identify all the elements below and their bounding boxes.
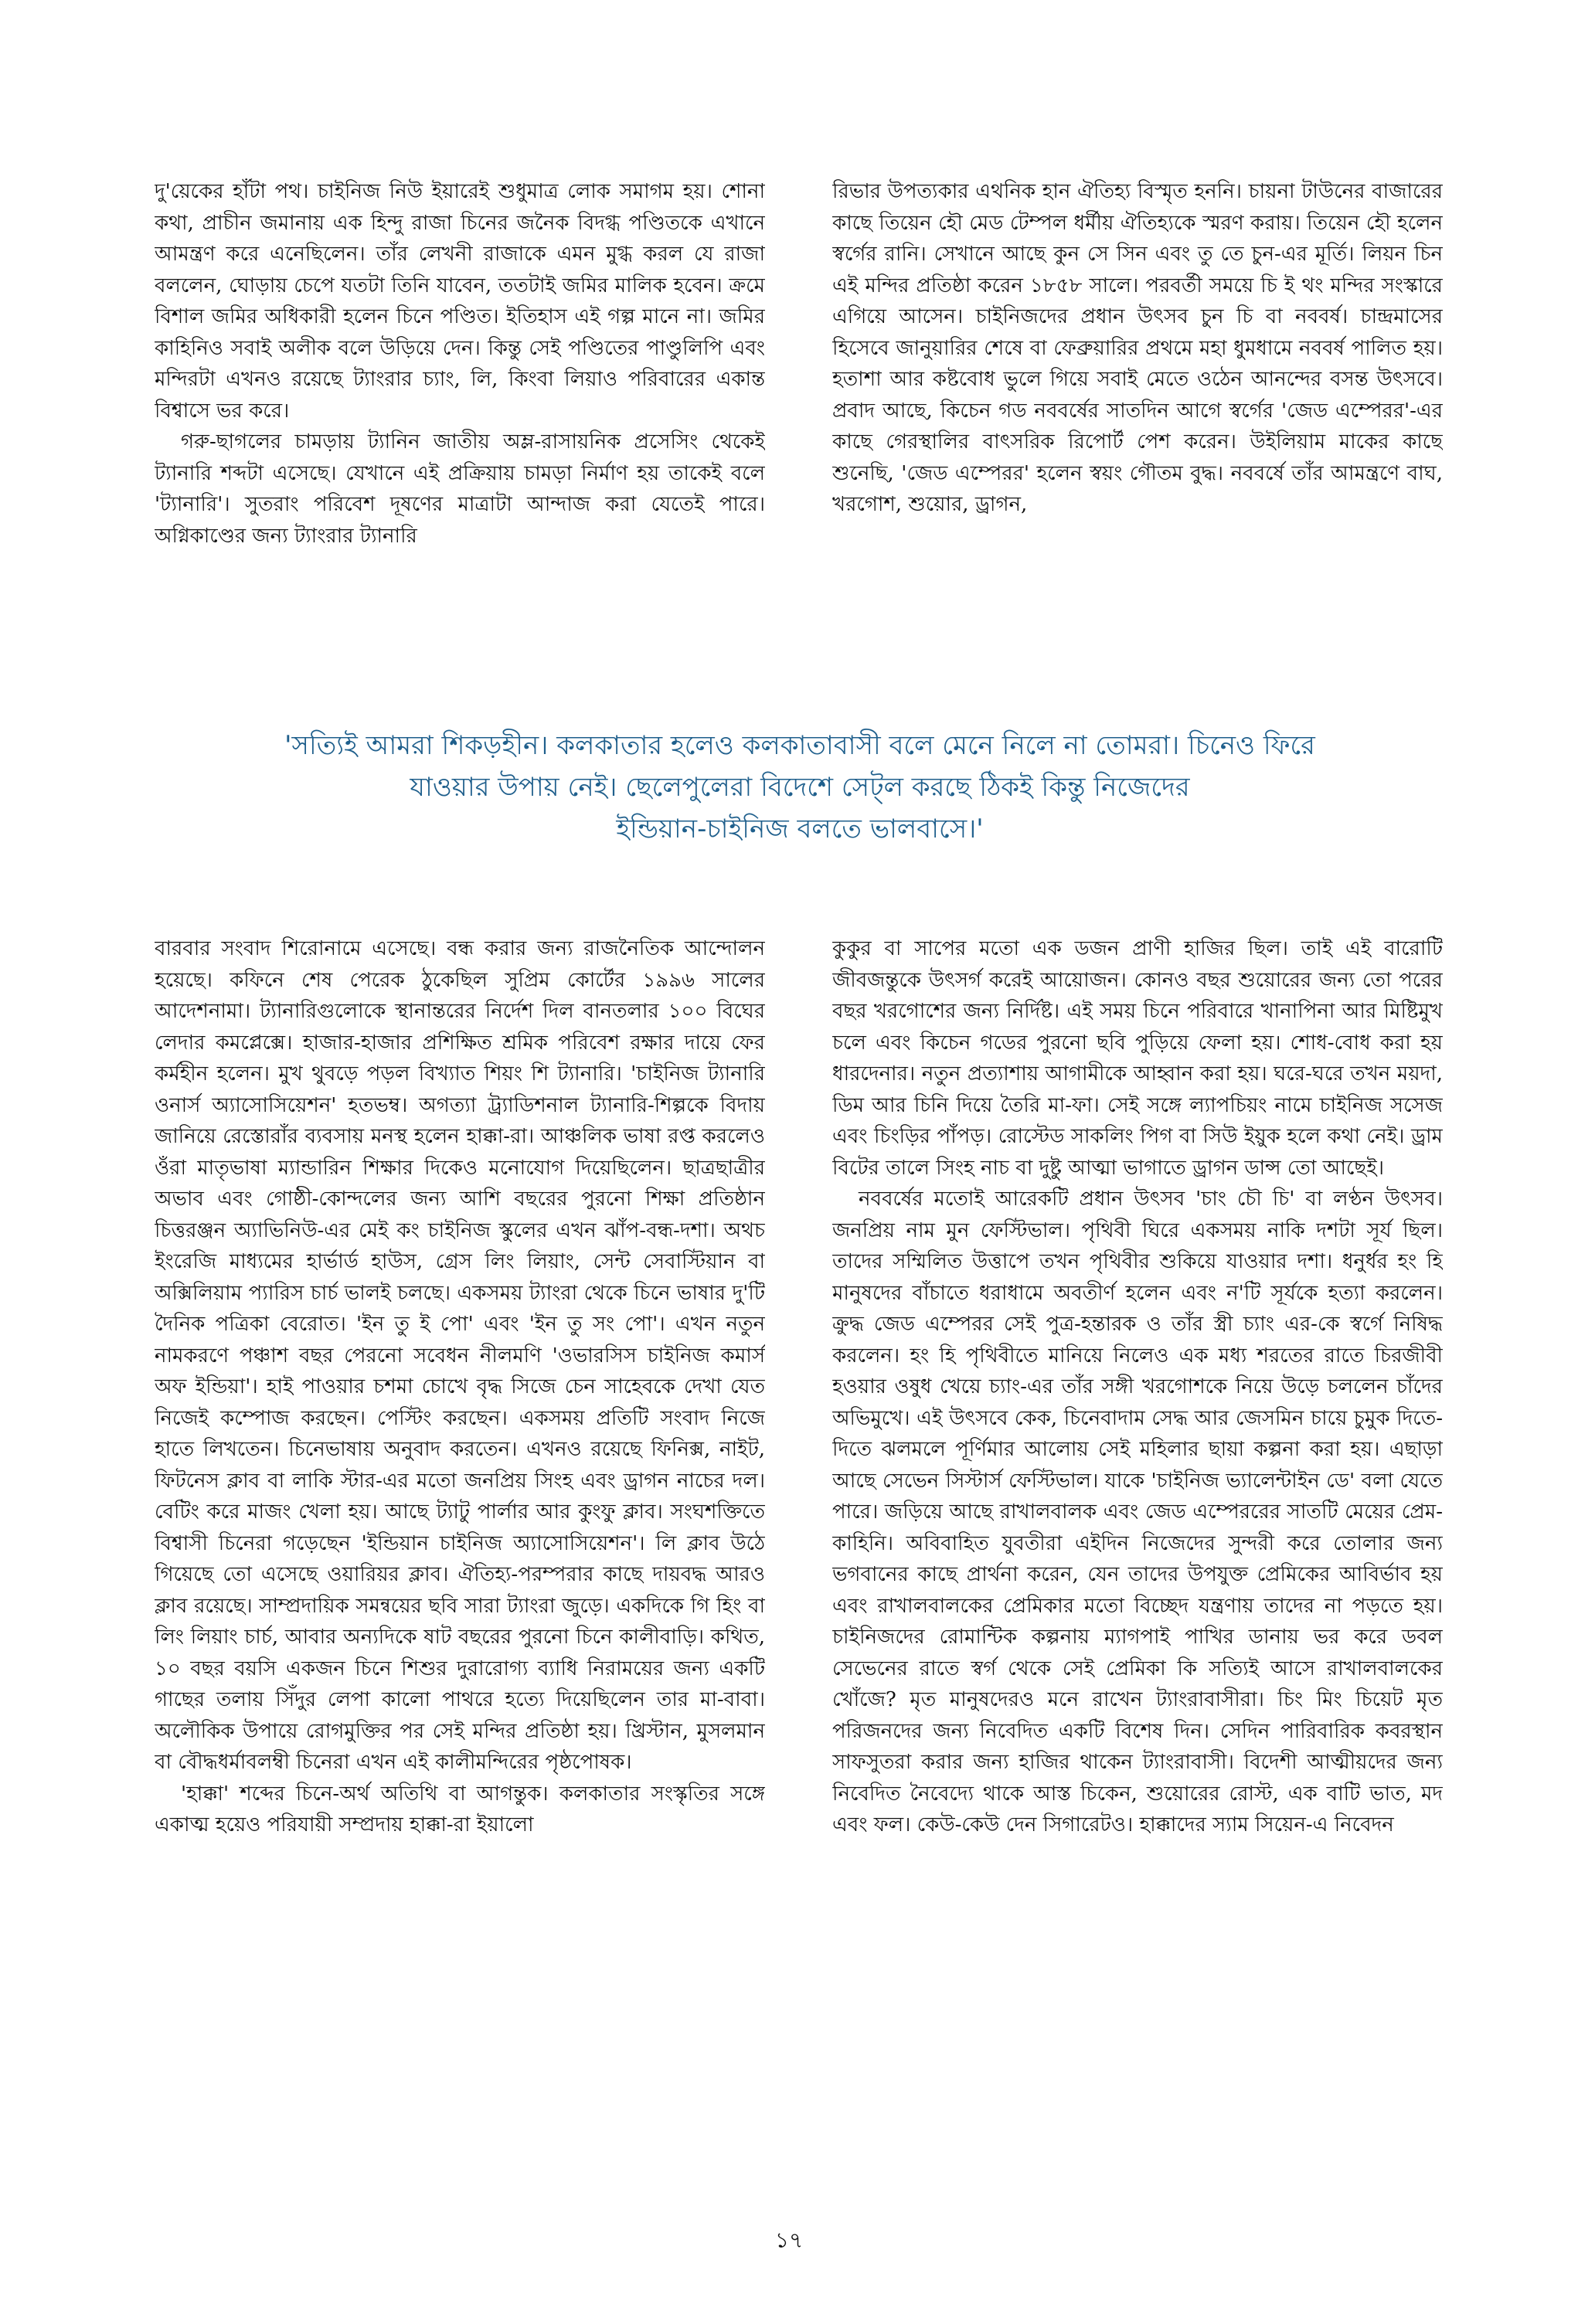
paragraph: বারবার সংবাদ শিরোনামে এসেছে। বন্ধ করার জন্য রাজনৈতিক আন্দোলন হয়েছে। কফিনে শেষ পেরেক ঠুকেছিল সুপ্রিম কোর্টের ১৯৯৬ সালের আদেশনামা। ট্যানারিগুলোকে স্থানান্তরের নির্দেশ দিল বানতলার ১০০ বিঘের লেদার কমপ্লেক্সে। হাজার-হাজার প্রশিক্ষিত শ্রমিক পরিবেশ রক্ষার দায়ে ফের কর্মহীন হলেন। মুখ থুবড়ে পড়ল বিখ্যাত শিয়ং শি ট্যানারি। 'চাইনিজ ট্যানারি ওনার্স অ্যাসোসিয়েশন' হতভম্ব। অগত্যা ট্র্যাডিশনাল ট্যানারি-শিল্পকে বিদায় জানিয়ে রেস্তোরাঁর ব্যবসায় মনস্থ হলেন হাক্কা-রা। আঞ্চলিক ভাষা রপ্ত করলেও ওঁরা মাতৃভাষা ম্যান্ডারিন শিক্ষার দিকেও মনোযোগ দিয়েছিলেন। ছাত্রছাত্রীর অভাব এবং গোষ্ঠী-কোন্দলের জন্য আশি বছরের পুরনো শিক্ষা প্রতিষ্ঠান চিত্তরঞ্জন অ্যাভিনিউ-এর মেই কং চাইনিজ স্কুলের এখন ঝাঁপ-বন্ধ-দশা। অথচ ইংরেজি মাধ্যমের হার্ভার্ড হাউস, গ্রেস লিং লিয়াং, সেন্ট সেবাস্টিয়ান বা অক্সিলিয়াম প্যারিস চার্চ ভালই চলছে। একসময় ট্যাংরা থেকে চিনে ভাষার দু'টি দৈনিক পত্রিকা বেরোত। 'ইন তু ই পো' এবং 'ইন তু সং পো'। এখন নতুন নামকরণে পঞ্চাশ বছর পেরনো সবেধন নীলমণি 'ওভারসিস চাইনিজ কমার্স অফ ইন্ডিয়া'। হাই পাওয়ার চশমা চোখে বৃদ্ধ সিজে চেন সাহেবকে দেখা যেত নিজেই কম্পোজ করছেন। পেস্টিং করছেন। একসময় প্রতিটি সংবাদ নিজে হাতে লিখতেন। চিনেভাষায় অনুবাদ করতেন। এখনও রয়েছে ফিনিক্স, নাইট, ফিটনেস ক্লাব বা লাকি স্টার-এর মতো জনপ্রিয় সিংহ এবং ড্রাগন নাচের দল। বেটিং করে মাজং খেলা হয়। আছে ট্যাটু পার্লার আর কুংফু ক্লাব। সংঘশক্তিতে বিশ্বাসী চিনেরা গড়েছেন 'ইন্ডিয়ান চাইনিজ অ্যাসোসিয়েশন'। লি ক্লাব উঠে গিয়েছে তো এসেছে ওয়ারিয়র ক্লাব। ঐতিহ্য-পরম্পরার কাছে দায়বদ্ধ আরও ক্লাব রয়েছে। সাম্প্রদায়িক সমন্বয়ের ছবি সারা ট্যাংরা জুড়ে। একদিকে গি হিং বা লিং লিয়াং চার্চ, আবার অন্যদিকে ষাট বছরের পুরনো চিনে কালীবাড়ি। কথিত, ১০ বছর বয়সি একজন চিনে শিশুর দুরারোগ্য ব্যাধি নিরাময়ের জন্য একটি গাছের তলায় সিঁদুর লেপা কালো পাথরে হত্যে দিয়েছিলেন তার মা-বাবা। অলৌকিক উপায়ে রোগমুক্তির পর সেই মন্দির প্রতিষ্ঠা হয়। খ্রিস্টান, মুসলমান বা বৌদ্ধধর্মাবলম্বী চিনেরা এখন এই কালীমন্দিরের পৃষ্ঠপোষক।: [155, 937, 765, 1774]
paragraph: 'হাক্কা' শব্দের চিনে-অর্থ অতিথি বা আগন্তুক। কলকাতার সংস্কৃতির সঙ্গে একাত্ম হয়েও পরিযায়ী সম্প্রদায় হাক্কা-রা ইয়ালো: [155, 1782, 765, 1836]
pull-quote-line: 'সত্যিই আমরা শিকড়হীন। কলকাতার হলেও কলকাতাবাসী বলে মেনে নিলে না তোমরা। চিনেও ফিরে: [284, 730, 1315, 761]
pull-quote-line: ইন্ডিয়ান-চাইনিজ বলতে ভালবাসে।': [616, 814, 984, 844]
paragraph: কুকুর বা সাপের মতো এক ডজন প্রাণী হাজির ছিল। তাই এই বারোটি জীবজন্তুকে উৎসর্গ করেই আয়োজন। কোনও বছর শুয়োরের জন্য তো পরের বছর খরগোশের জন্য নির্দিষ্ট। এই সময় চিনে পরিবারে খানাপিনা আর মিষ্টিমুখ চলে এবং কিচেন গডের পুরনো ছবি পুড়িয়ে ফেলা হয়। শোধ-বোধ করা হয় ধারদেনার। নতুন প্রত্যাশায় আগামীকে আহ্বান করা হয়। ঘরে-ঘরে তখন ময়দা, ডিম আর চিনি দিয়ে তৈরি মা-ফা। সেই সঙ্গে ল্যাপচিয়ং নামে চাইনিজ সসেজ এবং চিংড়ির পাঁপড়। রোস্টেড সাকলিং পিগ বা সিউ ইয়ুক হলে কথা নেই। ড্রাম বিটের তালে সিংহ নাচ বা দুষ্টু আত্মা ভাগাতে ড্রাগন ডান্স তো আছেই।: [832, 937, 1443, 1180]
top-right-column: [832, 176, 1443, 609]
page-number: ১৭: [774, 2227, 804, 2253]
pull-quote: [147, 725, 1453, 850]
paragraph: গরু-ছাগলের চামড়ায় ট্যানিন জাতীয় অম্ল-রাসায়নিক প্রসেসিং থেকেই ট্যানারি শব্দটা এসেছে। যেখানে এই প্রক্রিয়ায় চামড়া নির্মাণ হয় তাকেই বলে 'ট্যানারি'। সুতরাং পরিবেশ দূষণের মাত্রাটা আন্দাজ করা যেতেই পারে। অগ্নিকাণ্ডের জন্য ট্যাংরার ট্যানারি: [155, 430, 765, 548]
bottom-right-column: [832, 933, 1443, 2185]
top-left-column: [155, 176, 765, 609]
pull-quote-line: যাওয়ার উপায় নেই। ছেলেপুলেরা বিদেশে সেট্‌ল করছে ঠিকই কিন্তু নিজেদের: [410, 772, 1190, 803]
paragraph: নববর্ষের মতোই আরেকটি প্রধান উৎসব 'চাং চৌ চি' বা লণ্ঠন উৎসব। জনপ্রিয় নাম মুন ফেস্টিভাল। পৃথিবী ঘিরে একসময় নাকি দশটা সূর্য ছিল। তাদের সম্মিলিত উত্তাপে তখন পৃথিবীর শুকিয়ে যাওয়ার দশা। ধনুর্ধর হং হি মানুষদের বাঁচাতে ধরাধামে অবতীর্ণ হলেন এবং ন'টি সূর্যকে হত্যা করলেন। ক্রুদ্ধ জেড এম্পেরর সেই পুত্র-হন্তারক ও তাঁর স্ত্রী চ্যাং এর-কে স্বর্গে নিষিদ্ধ করলেন। হং হি পৃথিবীতে মানিয়ে নিলেও এক মধ্য শরতের রাতে চিরজীবী হওয়ার ওষুধ খেয়ে চ্যাং-এর তাঁর সঙ্গী খরগোশকে নিয়ে উড়ে চললেন চাঁদের অভিমুখে। এই উৎসবে কেক, চিনেবাদাম সেদ্ধ আর জেসমিন চায়ে চুমুক দিতে-দিতে ঝলমলে পূর্ণিমার আলোয় সেই মহিলার ছায়া কল্পনা করা হয়। এছাড়া আছে সেভেন সিস্টার্স ফেস্টিভাল। যাকে 'চাইনিজ ভ্যালেন্টাইন ডে' বলা যেতে পারে। জড়িয়ে আছে রাখালবালক এবং জেড এম্পেররের সাতটি মেয়ের প্রেম-কাহিনি। অবিবাহিত যুবতীরা এইদিন নিজেদের সুন্দরী করে তোলার জন্য ভগবানের কাছে প্রার্থনা করেন, যেন তাদের উপযুক্ত প্রেমিকের আবির্ভাব হয় এবং রাখালবালকের প্রেমিকার মতো বিচ্ছেদ যন্ত্রণায় তাদের না পড়তে হয়। চাইনিজদের রোমান্টিক কল্পনায় ম্যাগপাই পাখির ডানায় ভর করে ডবল সেভেনের রাতে স্বর্গ থেকে সেই প্রেমিকা কি সত্যিই আসে রাখালবালকের খোঁজে? মৃত মানুষদেরও মনে রাখেন ট্যাংরাবাসীরা। চিং মিং চিয়েট মৃত পরিজনদের জন্য নিবেদিত একটি বিশেষ দিন। সেদিন পারিবারিক কবরস্থান সাফসুতরা করার জন্য হাজির থাকেন ট্যাংরাবাসী। বিদেশী আত্মীয়দের জন্য নিবেদিত নৈবেদ্যে থাকে আস্ত চিকেন, শুয়োরের রোস্ট, এক বাটি ভাত, মদ এবং ফল। কেউ-কেউ দেন সিগারেটও। হাক্কাদের স্যাম সিয়েন-এ নিবেদন: [832, 1187, 1443, 1836]
paragraph: দু'য়েকের হাঁটা পথ। চাইনিজ নিউ ইয়ারেই শুধুমাত্র লোক সমাগম হয়। শোনা কথা, প্রাচীন জমানায় এক হিন্দু রাজা চিনের জনৈক বিদগ্ধ পণ্ডিতকে এখানে আমন্ত্রণ করে এনেছিলেন। তাঁর লেখনী রাজাকে এমন মুগ্ধ করল যে রাজা বললেন, ঘোড়ায় চেপে যতটা তিনি যাবেন, ততটাই জমির মালিক হবেন। ক্রমে বিশাল জমির অধিকারী হলেন চিনে পণ্ডিত। ইতিহাস এই গল্প মানে না। জমির কাহিনিও সবাই অলীক বলে উড়িয়ে দেন। কিন্তু সেই পণ্ডিতের পাণ্ডুলিপি এবং মন্দিরটা এখনও রয়েছে ট্যাংরার চ্যাং, লি, কিংবা লিয়াও পরিবারের একান্ত বিশ্বাসে ভর করে।: [155, 180, 765, 423]
bottom-left-column: [155, 933, 765, 2185]
paragraph: রিভার উপত্যকার এথনিক হান ঐতিহ্য বিস্মৃত হননি। চায়না টাউনের বাজারের কাছে তিয়েন হৌ মেড টেম্পল ধর্মীয় ঐতিহ্যকে স্মরণ করায়। তিয়েন হৌ হলেন স্বর্গের রানি। সেখানে আছে কুন সে সিন এবং তু তে চুন-এর মূর্তি। লিয়ন চিন এই মন্দির প্রতিষ্ঠা করেন ১৮৫৮ সালে। পরবর্তী সময়ে চি ই থং মন্দির সংস্কারে এগিয়ে আসেন। চাইনিজদের প্রধান উৎসব চুন চি বা নববর্ষ। চান্দ্রমাসের হিসেবে জানুয়ারির শেষে বা ফেব্রুয়ারির প্রথমে মহা ধুমধামে নববর্ষ পালিত হয়। হতাশা আর কষ্টবোধ ভুলে গিয়ে সবাই মেতে ওঠেন আনন্দের বসন্ত উৎসবে। প্রবাদ আছে, কিচেন গড নববর্ষের সাতদিন আগে স্বর্গের 'জেড এম্পেরর'-এর কাছে গেরস্থালির বাৎসরিক রিপোর্ট পেশ করেন। উইলিয়াম মাকের কাছে শুনেছি, 'জেড এম্পেরর' হলেন স্বয়ং গৌতম বুদ্ধ। নববর্ষে তাঁর আমন্ত্রণে বাঘ, খরগোশ, শুয়োর, ড্রাগন,: [832, 180, 1443, 516]
